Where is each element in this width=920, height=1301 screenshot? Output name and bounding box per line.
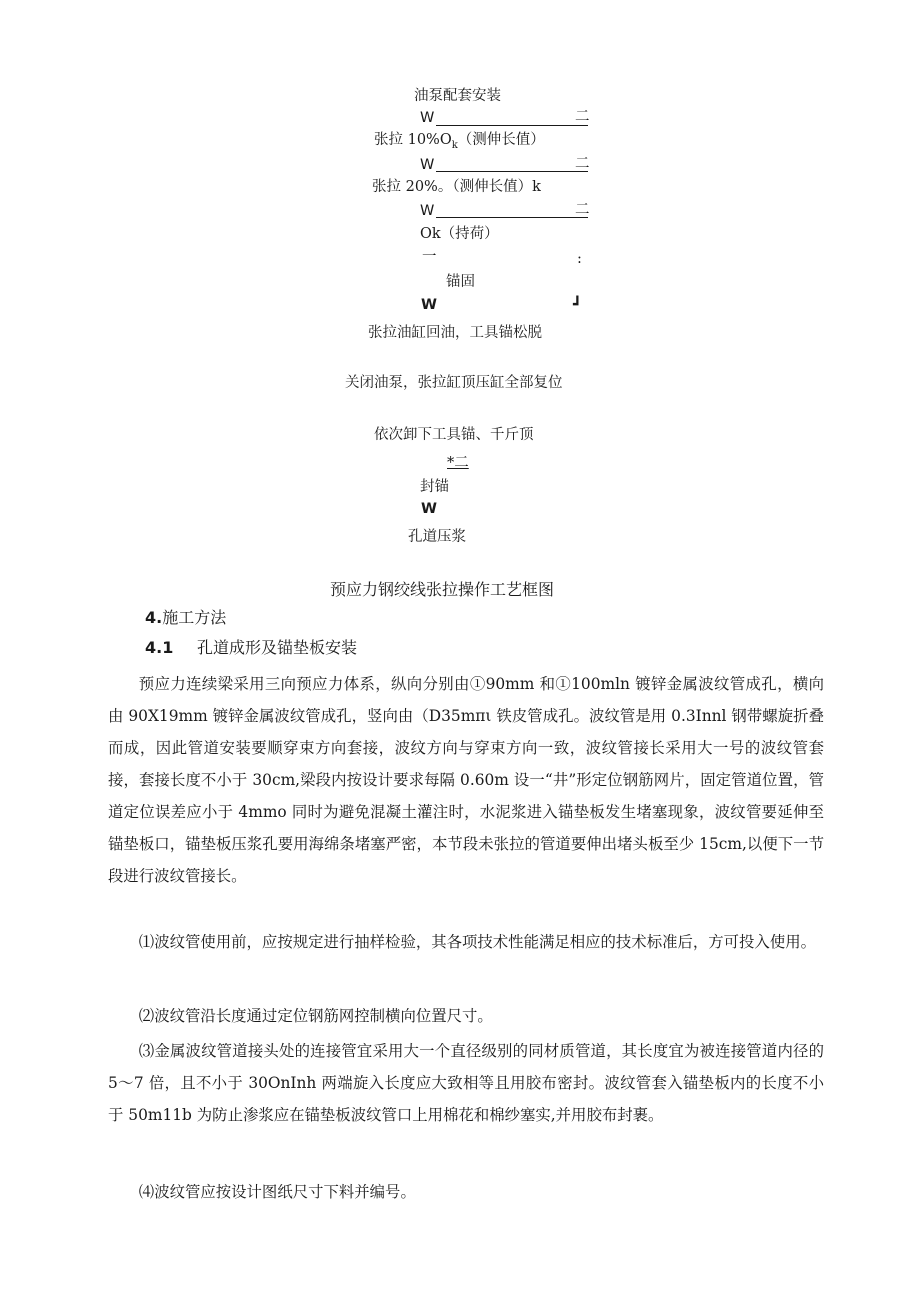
flow-connector-1 <box>436 125 588 126</box>
flow-connector-mark-4: : <box>577 251 582 267</box>
body-paragraph-main: 预应力连续梁采用三向预应力体系，纵向分别由①90mm 和①100mln 镀锌金属波纹管成孔，横向由 90X19mm 镀锌金属波纹管成孔，竖向由（D35mπι 铁皮管成孔。波纹管是用 0.3Innl 钢带螺旋折叠而成，因此管道安装要顺穿束方向套接，波纹方向与穿束方向一致，波纹管接长采用大一号的波纹管套接，套接长度不小于 30cm,梁段内按设计要求每隔 0.60m 设一“井”形定位钢筋网片，固定管道位置，管道定位误差应小于 4mmo 同时为避免混凝土灌注时，水泥浆进入锚垫板发生堵塞现象，波纹管要延伸至锚垫板口，锚垫板压浆孔要用海绵条堵塞严密，本节段未张拉的管道要伸出堵头板至少 15cm,以便下一节段进行波纹管接长。 <box>108 675 824 885</box>
flow-arrow-label-4: 一 <box>422 249 437 265</box>
flow-step-seal-anchor: 封锚 <box>420 479 449 495</box>
flow-step-tension-10-tail: （测伸长值） <box>457 132 545 148</box>
section-number: 4. <box>145 608 163 627</box>
flow-arrow-label-5: W <box>421 297 437 313</box>
section-title: 施工方法 <box>162 608 227 627</box>
flow-step-tension-10-text: 张拉 10%O <box>374 132 452 148</box>
flow-arrow-label-3: W <box>420 203 435 219</box>
subsection-heading <box>145 638 357 658</box>
flow-step-pump-install: 油泵配套安装 <box>414 88 501 104</box>
body-paragraph-item-3: ⑶金属波纹管道接头处的连接管宜采用大一个直径级别的同材质管道，其长度宜为被连接管道内径的 5〜7 倍，且不小于 30OnInh 两端旋入长度应大致相等且用胶布密封。波纹管套入锚垫板内的长度不小于 50m11b 为防止渗浆应在锚垫板波纹管口上用棉花和棉纱塞实,并用胶布封裹。 <box>108 1042 824 1124</box>
flow-step-grouting: 孔道压浆 <box>408 529 466 545</box>
flow-arrow-label-2: W <box>420 157 435 173</box>
section-heading <box>145 608 226 628</box>
flow-arrow-label-7: W <box>421 501 437 517</box>
flow-step-tension-20: 张拉 20%。（测伸长值）k <box>372 179 541 195</box>
body-paragraph-item-2: ⑵波纹管沿长度通过定位钢筋网控制横向位置尺寸。 <box>138 1007 493 1025</box>
flow-connector-3 <box>436 217 588 218</box>
flow-connector-mark-2: 二 <box>575 156 590 172</box>
flow-step-remove-jack: 依次卸下工具锚、千斤顶 <box>374 427 534 443</box>
flow-step-cylinder-return: 张拉油缸回油，工具锚松脱 <box>368 325 542 341</box>
flow-connector-mark-1: 二 <box>575 109 590 125</box>
flow-connector-mark-6: *二 <box>447 455 469 471</box>
body-paragraph-item-1: ⑴波纹管使用前，应按规定进行抽样检验，其各项技术性能满足相应的技术标准后，方可投入使用。 <box>138 933 816 951</box>
flow-arrow-label-1: W <box>420 110 435 126</box>
flow-step-tension-10 <box>374 131 545 155</box>
subsection-title: 孔道成形及锚垫板安装 <box>197 638 358 657</box>
flow-step-tension-10-sub: k <box>451 139 458 151</box>
body-paragraph-item-4: ⑷波纹管应按设计图纸尺寸下料并编号。 <box>138 1183 416 1201</box>
flow-step-hold-load: Ok（持荷） <box>420 226 499 242</box>
flow-connector-mark-3: 二 <box>575 202 590 218</box>
figure-caption: 预应力钢绞线张拉操作工艺框图 <box>330 580 555 599</box>
flow-connector-mark-5: ┛ <box>573 297 582 313</box>
flow-connector-2 <box>436 171 588 172</box>
subsection-number: 4.1 <box>145 638 174 657</box>
flow-step-anchor: 锚固 <box>446 274 475 290</box>
flow-step-close-pump: 关闭油泵，张拉缸顶压缸全部复位 <box>345 375 563 391</box>
